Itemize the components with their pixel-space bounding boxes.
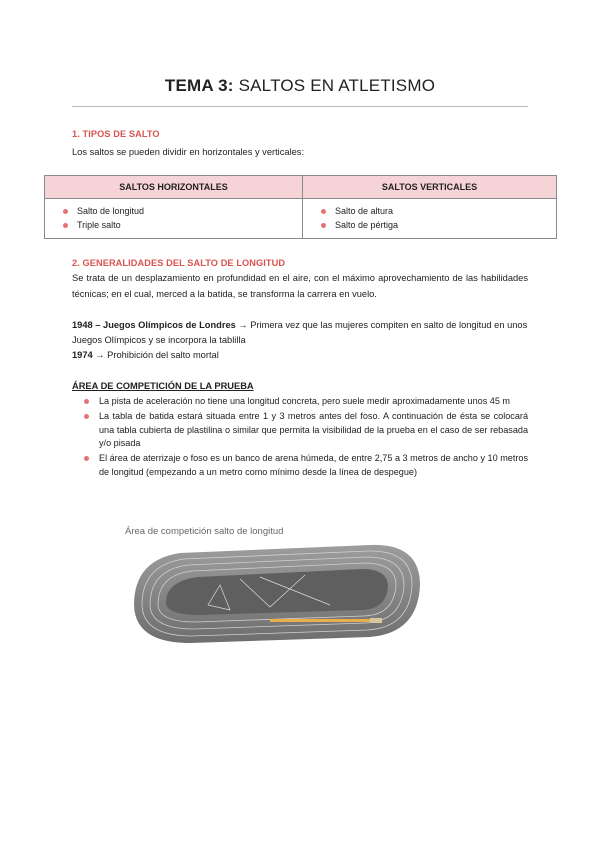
runway-board bbox=[270, 619, 370, 622]
figure-caption: Área de competición salto de longitud bbox=[125, 526, 284, 537]
table-header-verticales: SALTOS VERTICALES bbox=[303, 176, 557, 199]
landing-pit bbox=[370, 618, 382, 623]
bullet-icon bbox=[63, 223, 68, 228]
list-item: Salto de longitud bbox=[63, 204, 302, 218]
section-heading-tipos: 1. TIPOS DE SALTO bbox=[72, 129, 160, 139]
bullet-icon bbox=[321, 209, 326, 214]
table-header-horizontales: SALTOS HORIZONTALES bbox=[45, 176, 303, 199]
section-paragraph: Se trata de un desplazamiento en profundidad en el aire, con el máximo aprovechamiento de las habilidades técnicas; en el cual, merced a la batida, se transforma la carrera en vuelo. bbox=[72, 273, 528, 299]
area-heading: ÁREA DE COMPETICIÓN DE LA PRUEBA bbox=[72, 381, 254, 391]
bullet-icon bbox=[321, 223, 326, 228]
page-title bbox=[0, 76, 600, 96]
table-cell-verticales bbox=[303, 199, 557, 239]
list-item: El área de aterrizaje o foso es un banco de arena húmeda, de entre 2,75 a 3 metros de ancho y 10 metros de longitud (empezando a un metro como mínimo desde la línea de despegue) bbox=[82, 452, 528, 479]
bullet-icon bbox=[84, 399, 89, 404]
bullet-icon bbox=[84, 456, 89, 461]
title-divider bbox=[72, 106, 528, 107]
list-item: Triple salto bbox=[63, 218, 302, 232]
area-bullet-list bbox=[82, 395, 528, 481]
title-text: SALTOS EN ATLETISMO bbox=[238, 76, 436, 95]
list-item: Salto de altura bbox=[321, 204, 556, 218]
event-1974: 1974 → Prohibición del salto mortal bbox=[72, 350, 219, 360]
table-cell-horizontales bbox=[45, 199, 303, 239]
list-item: La tabla de batida estará situada entre 1 y 3 metros antes del foso. A continuación de ésta se colocará una tabla cubierta de plastilina o similar que permita la visibilidad de la prueba en el caso de ser rebasada y/o pisada bbox=[82, 410, 528, 451]
section-heading-generalidades: 2. GENERALIDADES DEL SALTO DE LONGITUD bbox=[72, 258, 286, 268]
event-1948: 1948 – Juegos Olímpicos de Londres → Primera vez que las mujeres compiten en salto de longitud en unos Juegos Olímpicos y se incorpora la tablilla bbox=[72, 320, 528, 345]
bullet-icon bbox=[63, 209, 68, 214]
bullet-icon bbox=[84, 414, 89, 419]
title-number: TEMA 3: bbox=[164, 76, 234, 95]
jumps-table bbox=[44, 175, 557, 239]
list-item: Salto de pértiga bbox=[321, 218, 556, 232]
list-item: La pista de aceleración no tiene una longitud concreta, pero suele medir aproximadamente unos 45 m bbox=[82, 395, 528, 409]
section-intro: Los saltos se pueden dividir en horizontales y verticales: bbox=[72, 147, 305, 157]
